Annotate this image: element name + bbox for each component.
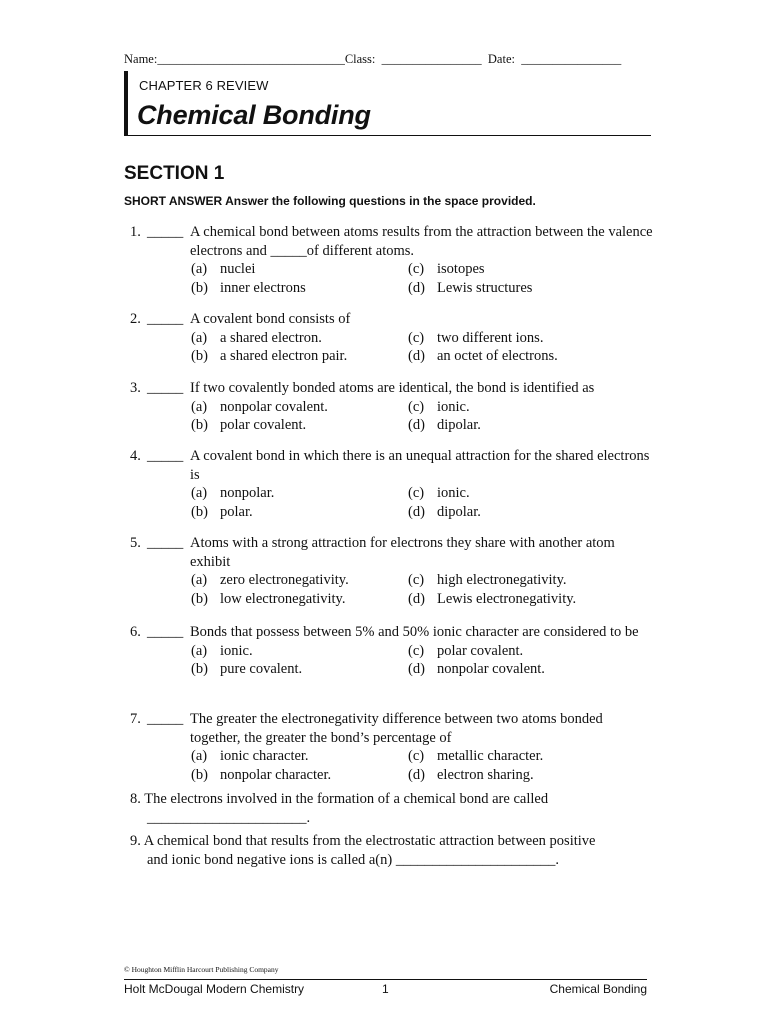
student-info-header — [124, 52, 621, 67]
option-d: (d) Lewis structures — [408, 279, 533, 296]
question-text-line-1: 8. The electrons involved in the formation of a chemical bond are called — [130, 791, 549, 807]
answer-blank-line: ______________________. — [147, 810, 311, 826]
option-b: (b) low electronegativity. — [191, 590, 346, 607]
question-stem: The greater the electronegativity difference between two atoms bonded together, the greater the bond’s percentage of — [190, 711, 603, 746]
option-b: (b) pure covalent. — [191, 661, 303, 677]
question-stem: Atoms with a strong attraction for electrons they share with another atom exhibit — [190, 535, 615, 570]
answer-options — [191, 329, 654, 366]
option-b: (b) polar. — [191, 503, 253, 520]
option-c: (c) metallic character. — [408, 748, 544, 764]
answer-options — [191, 260, 654, 297]
answer-blank: _____ — [147, 224, 184, 240]
question-stem: Bonds that possess between 5% and 50% ionic character are considered to be — [190, 624, 639, 640]
answer-blank: _____ — [147, 311, 184, 327]
option-d: (d) nonpolar covalent. — [408, 661, 545, 677]
option-a: (a) nonpolar covalent. — [191, 398, 328, 415]
option-b: (b) polar covalent. — [191, 417, 307, 433]
answer-options — [191, 398, 654, 435]
option-a: (a) zero electronegativity. — [191, 572, 349, 588]
date-blank: ________________ — [521, 52, 622, 66]
name-label: Name: — [124, 52, 158, 66]
section-title: SECTION 1 — [124, 163, 225, 184]
question-6 — [124, 623, 654, 679]
option-d: (d) dipolar. — [408, 417, 481, 433]
answer-options — [191, 642, 654, 679]
question-3 — [124, 379, 654, 435]
option-c: (c) two different ions. — [408, 329, 544, 346]
option-d: (d) Lewis electronegativity. — [408, 590, 577, 607]
chapter-title: Chemical Bonding — [137, 100, 371, 130]
name-blank: ______________________________ — [157, 52, 345, 66]
question-8 — [130, 790, 650, 828]
answer-blank: _____ — [147, 448, 184, 464]
footer-chapter-title: Chemical Bonding — [549, 982, 647, 996]
question-number: 5. — [130, 535, 141, 551]
section-instructions: SHORT ANSWER Answer the following questions in the space provided. — [124, 194, 536, 208]
question-number: 2. — [130, 311, 141, 327]
option-d: (d) an octet of electrons. — [408, 348, 558, 364]
question-9 — [130, 832, 650, 870]
question-number: 1. — [130, 224, 141, 240]
answer-blank: _____ — [147, 711, 184, 727]
option-a: (a) nuclei — [191, 261, 256, 277]
copyright-notice: © Houghton Mifflin Harcourt Publishing Company — [124, 965, 279, 974]
answer-options — [191, 484, 654, 521]
footer-book-title: Holt McDougal Modern Chemistry — [124, 982, 305, 996]
question-stem: A covalent bond in which there is an unequal attraction for the shared electrons is — [190, 448, 650, 483]
option-a: (a) a shared electron. — [191, 329, 322, 346]
question-5 — [124, 534, 654, 608]
option-c: (c) isotopes — [408, 261, 485, 277]
footer-divider — [124, 979, 647, 980]
page-number: 1 — [382, 982, 389, 996]
answer-blank: _____ — [147, 380, 184, 396]
question-4 — [124, 447, 654, 521]
class-blank: ________________ — [381, 52, 482, 66]
answer-options — [191, 571, 654, 608]
answer-blank: _____ — [147, 535, 184, 551]
option-a: (a) nonpolar. — [191, 485, 275, 501]
question-7 — [124, 710, 654, 784]
answer-options — [191, 747, 654, 784]
option-d: (d) electron sharing. — [408, 766, 534, 783]
option-c: (c) high electronegativity. — [408, 572, 567, 588]
question-number: 4. — [130, 448, 141, 464]
question-text-line-2: and ionic bond negative ions is called a(n) ______________________. — [147, 852, 559, 868]
question-stem: If two covalently bonded atoms are identical, the bond is identified as — [190, 380, 595, 396]
question-number: 3. — [130, 380, 141, 396]
option-d: (d) dipolar. — [408, 503, 481, 520]
option-b: (b) a shared electron pair. — [191, 348, 348, 364]
chapter-heading-box — [124, 71, 651, 136]
chapter-label: CHAPTER 6 REVIEW — [139, 78, 269, 93]
answer-blank: _____ — [147, 624, 184, 640]
question-1 — [124, 223, 654, 297]
question-number: 7. — [130, 711, 141, 727]
option-c: (c) ionic. — [408, 398, 470, 415]
date-label: Date: — [487, 52, 515, 66]
option-b: (b) inner electrons — [191, 279, 306, 296]
question-text-line-1: 9. A chemical bond that results from the electrostatic attraction between positive — [130, 833, 596, 849]
question-number: 6. — [130, 624, 141, 640]
option-b: (b) nonpolar character. — [191, 766, 332, 783]
question-2 — [124, 310, 654, 366]
option-c: (c) polar covalent. — [408, 642, 524, 659]
class-label: Class: — [344, 52, 376, 66]
option-c: (c) ionic. — [408, 485, 470, 501]
question-stem: A covalent bond consists of — [190, 311, 351, 327]
option-a: (a) ionic character. — [191, 748, 309, 764]
option-a: (a) ionic. — [191, 642, 253, 659]
question-stem: A chemical bond between atoms results from the attraction between the valence electrons and _____of different atoms. — [190, 224, 653, 259]
